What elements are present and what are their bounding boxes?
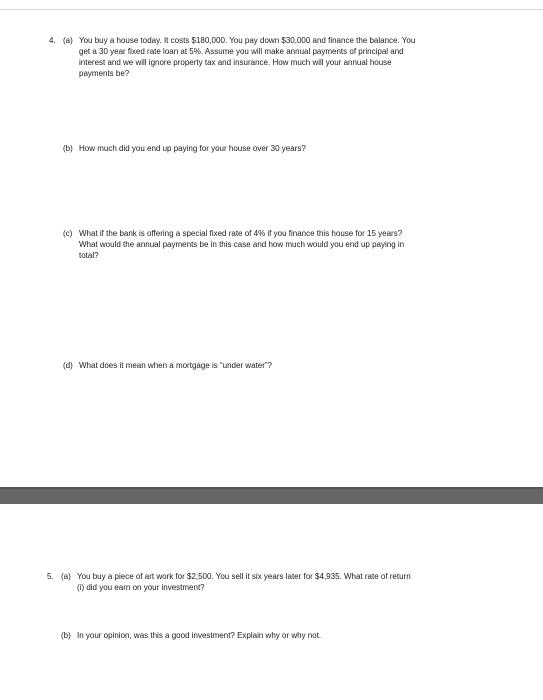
part-label: (a): [61, 572, 71, 581]
text-line: interest and we will ignore property tax and insurance. How much will your annual house: [79, 58, 392, 67]
question-number: 5.: [47, 572, 54, 581]
part-label: (d): [63, 361, 73, 370]
text-line: In your opinion, was this a good investment? Explain why or why not.: [77, 631, 322, 640]
page-divider: [0, 487, 543, 504]
text-line: What would the annual payments be in this case and how much would you end up paying in: [79, 240, 405, 249]
text-line: You buy a piece of art work for $2,500. You sell it six years later for $4,935. What rate of return: [77, 572, 411, 581]
part-text: [77, 571, 411, 593]
part-label: (c): [63, 229, 73, 238]
text-line: get a 30 year fixed rate loan at 5%. Assume you will make annual payments of principal and: [79, 47, 404, 56]
text-line: What does it mean when a mortgage is “under water”?: [79, 361, 272, 370]
text-line: You buy a house today. It costs $180,000. You pay down $30,000 and finance the balance. You: [79, 36, 416, 45]
part-label: (a): [63, 36, 73, 45]
part-text: [79, 143, 306, 154]
part-text: [79, 360, 272, 371]
page-divider-edge: [0, 487, 543, 489]
part-text: [79, 35, 415, 79]
part-label: (b): [63, 144, 73, 153]
part-label: (b): [61, 631, 71, 640]
question-number: 4.: [49, 36, 56, 45]
top-rule: [0, 9, 543, 10]
text-line: What if the bank is offering a special fixed rate of 4% if you finance this house for 15 years?: [79, 229, 403, 238]
text-line: total?: [79, 251, 99, 260]
part-text: [77, 630, 321, 641]
text-line: payments be?: [79, 69, 130, 78]
text-line: How much did you end up paying for your house over 30 years?: [79, 144, 306, 153]
text-line: (i) did you earn on your investment?: [77, 583, 205, 592]
part-text: [79, 228, 404, 261]
